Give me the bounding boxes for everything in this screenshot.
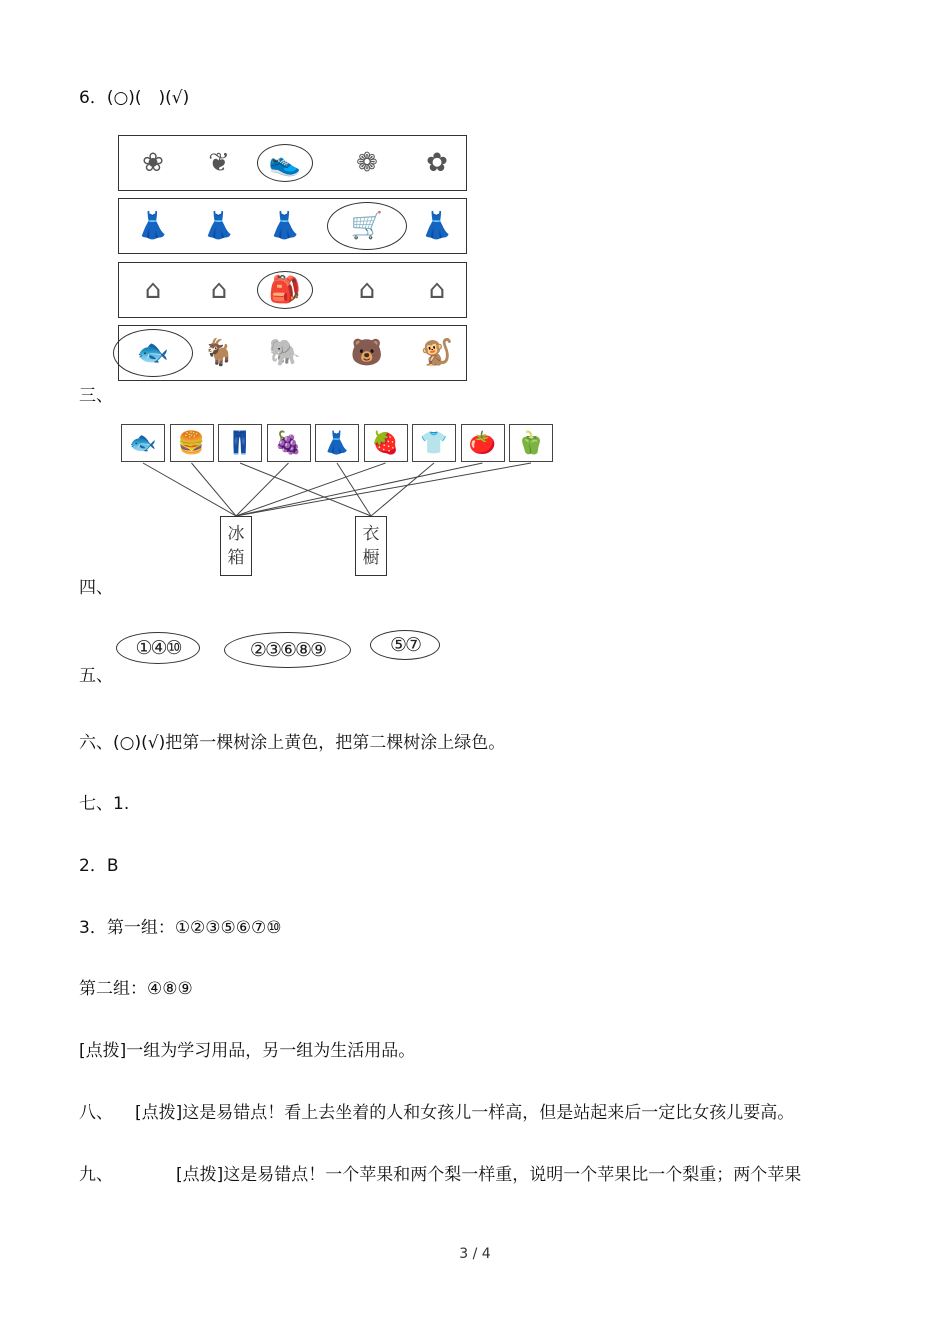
house-icon: ⌂ (210, 275, 228, 305)
picture-row-2 (118, 198, 467, 254)
grapes-icon: 🍇 (267, 424, 311, 462)
carnation-icon: ❁ (356, 148, 378, 178)
section-7-hint: [点拨]一组为学习用品，另一组为生活用品。 (79, 1041, 416, 1061)
section-8-label: 八、 (79, 1103, 113, 1123)
group-oval-1: ①④⑩ (116, 632, 200, 664)
connector-line (192, 463, 237, 516)
house-icon: ⌂ (144, 275, 162, 305)
dress-icon: 👗 (268, 211, 302, 241)
group-oval-2: ②③⑥⑧⑨ (224, 632, 351, 668)
stroller-icon: 🛒 (350, 211, 384, 241)
page-number: 3 / 4 (459, 1246, 491, 1262)
answer-circle (257, 144, 313, 182)
section-6-answer: 六、(○)(√)把第一棵树涂上黄色，把第二棵树涂上绿色。 (79, 733, 506, 753)
tulip-icon: ❦ (208, 148, 230, 178)
fridge-char-2: 箱 (227, 548, 245, 568)
monkey-icon: 🐒 (420, 338, 454, 368)
classification-diagram (121, 424, 551, 580)
section-7-q2: 2．B (79, 856, 119, 876)
wardrobe-box (355, 516, 387, 576)
section-4-label: 四、 (79, 578, 113, 598)
section-9-label: 九、 (79, 1165, 113, 1185)
house-icon: ⌂ (358, 275, 376, 305)
section-9-hint: [点拨]这是易错点！一个苹果和两个梨一样重，说明一个苹果比一个梨重；两个苹果 (176, 1165, 802, 1185)
bear-icon: 🐻 (350, 338, 384, 368)
dress-icon: 👗 (315, 424, 359, 462)
hamburger-icon: 🍔 (170, 424, 214, 462)
connector-line (143, 463, 236, 516)
shirt-icon: 👕 (412, 424, 456, 462)
section-7-q3-group2: 第二组：④⑧⑨ (79, 979, 193, 999)
answer-circle (327, 202, 407, 250)
section-7-q3: 3．第一组：①②③⑤⑥⑦⑩ (79, 918, 282, 938)
skirt-icon: 👗 (136, 211, 170, 241)
section-7-q1: 七、1. (79, 794, 130, 814)
backpack-icon: 🎒 (268, 275, 302, 305)
section-5-label: 五、 (79, 666, 113, 686)
q6-answer: 6．(○)( )(√) (79, 88, 190, 108)
picture-row-1 (118, 135, 467, 191)
house-icon: ⌂ (428, 275, 446, 305)
wardrobe-char-2: 橱 (362, 548, 380, 568)
fridge-box (220, 516, 252, 576)
pants-icon: 👖 (218, 424, 262, 462)
section-8-hint: [点拨]这是易错点！看上去坐着的人和女孩儿一样高，但是站起来后一定比女孩儿要高。 (135, 1103, 795, 1123)
pepper-icon: 🫑 (509, 424, 553, 462)
goat-icon: 🐐 (202, 338, 236, 368)
elephant-icon: 🐘 (268, 338, 302, 368)
rose-icon: ✿ (426, 148, 448, 178)
wardrobe-char-1: 衣 (362, 524, 380, 544)
strawberry-icon: 🍓 (364, 424, 408, 462)
connector-line (236, 463, 483, 516)
answer-circle (113, 329, 193, 377)
group-oval-3: ⑤⑦ (370, 630, 440, 660)
shoes-icon: 👟 (268, 148, 302, 178)
dress-icon: 👗 (420, 211, 454, 241)
section-3-label: 三、 (79, 386, 113, 406)
picture-row-3 (118, 262, 467, 318)
ruffle-skirt-icon: 👗 (202, 211, 236, 241)
connector-line (371, 463, 434, 516)
picture-row-4 (118, 325, 467, 381)
fridge-char-1: 冰 (227, 524, 245, 544)
flower-icon: ❀ (142, 148, 164, 178)
answer-circle (257, 271, 313, 309)
connector-line (337, 463, 371, 516)
fish-icon: 🐟 (136, 338, 170, 368)
fish-icon: 🐟 (121, 424, 165, 462)
tomato-icon: 🍅 (461, 424, 505, 462)
